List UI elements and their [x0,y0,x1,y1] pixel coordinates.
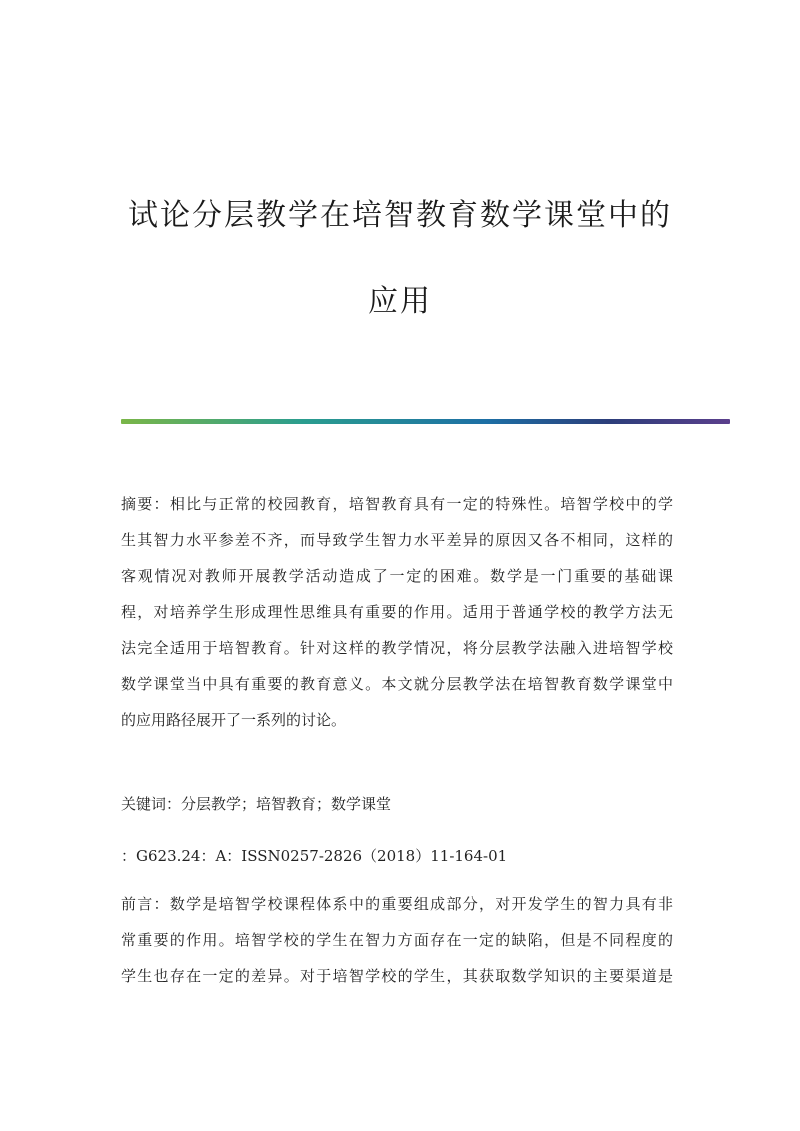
abstract-line: 生其智力水平参差不齐，而导致学生智力水平差异的原因又各不相同，这样的 [121,531,673,549]
abstract-line: 客观情况对教师开展教学活动造成了一定的困难。数学是一门重要的基础课 [121,567,673,585]
title-divider [121,419,730,424]
classification-text: ：G623.24：A：ISSN0257-2826（2018）11-164-01 [121,847,508,865]
abstract-line: 数学课堂当中具有重要的教育意义。本文就分层教学法在培智教育数学课堂中 [121,675,673,693]
preface-paragraph [121,886,673,994]
keywords-paragraph [121,786,673,822]
abstract-line: 程，对培养学生形成理性思维具有重要的作用。适用于普通学校的教学方法无 [121,603,673,621]
preface-line: 学生也存在一定的差异。对于培智学校的学生，其获取数学知识的主要渠道是 [121,967,673,985]
abstract-line: 摘要：相比与正常的校园教育，培智教育具有一定的特殊性。培智学校中的学 [121,495,673,513]
document-title-line-2: 应用 [368,284,432,319]
document-title-line-1: 试论分层教学在培智教育数学课堂中的 [128,198,672,233]
preface-line: 前言：数学是培智学校课程体系中的重要组成部分，对开发学生的智力具有非 [121,895,673,913]
keywords-text: 关键词：分层教学；培智教育；数学课堂 [121,795,392,813]
abstract-line: 法完全适用于培智教育。针对这样的教学情况，将分层教学法融入进培智学校 [121,639,673,657]
classification-paragraph [121,838,673,874]
abstract-line: 的应用路径展开了一系列的讨论。 [121,711,347,729]
abstract-paragraph [121,486,673,738]
preface-line: 常重要的作用。培智学校的学生在智力方面存在一定的缺陷，但是不同程度的 [121,931,673,949]
